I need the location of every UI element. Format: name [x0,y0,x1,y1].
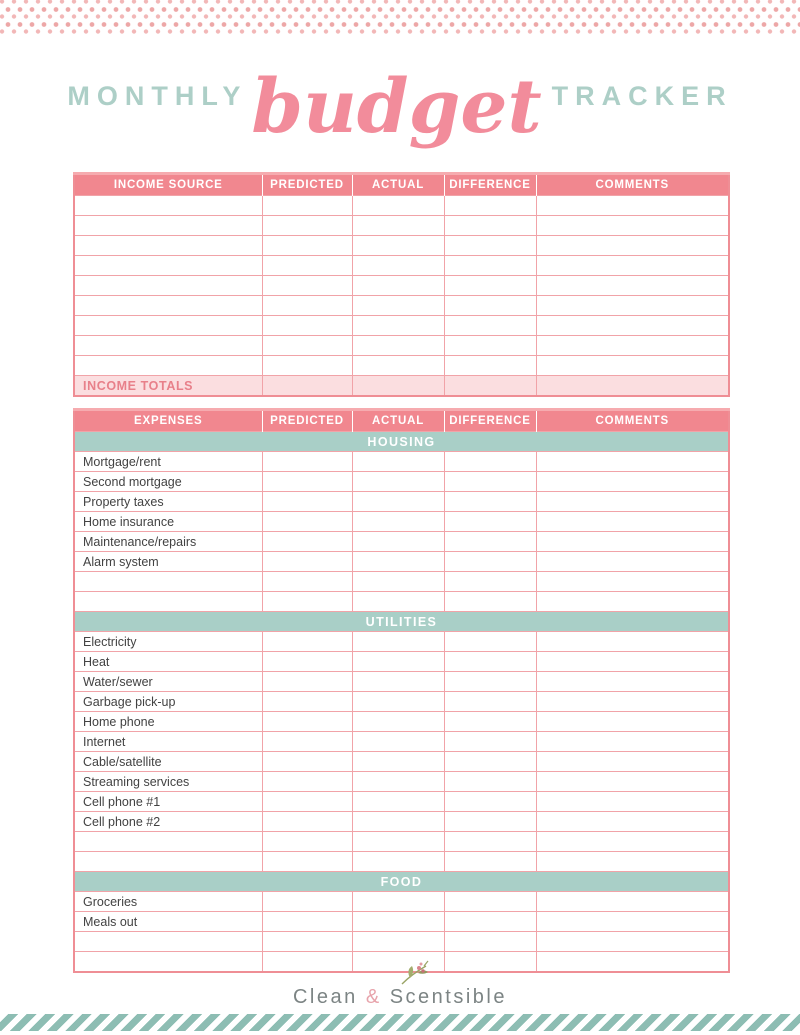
column-header: PREDICTED [262,410,352,432]
value-cell [536,752,729,772]
value-cell [352,376,444,397]
row-label-cell: Heat [74,652,262,672]
value-cell [444,712,536,732]
value-cell [352,196,444,216]
value-cell [536,196,729,216]
value-cell [536,672,729,692]
value-cell [352,512,444,532]
income-body [74,196,729,397]
value-cell [352,752,444,772]
value-cell [444,832,536,852]
value-cell [536,632,729,652]
value-cell [352,492,444,512]
income-table [73,172,730,397]
value-cell [536,692,729,712]
row-label-cell [74,952,262,973]
table-row [74,752,729,772]
row-label-cell: Property taxes [74,492,262,512]
value-cell [444,932,536,952]
income-totals-row [74,376,729,397]
value-cell [262,552,352,572]
table-row [74,296,729,316]
value-cell [536,316,729,336]
floral-sprig-icon [396,960,436,986]
value-cell [536,652,729,672]
value-cell [262,912,352,932]
section-band-row [74,872,729,892]
row-label-cell: Home phone [74,712,262,732]
value-cell [262,336,352,356]
value-cell [444,472,536,492]
value-cell [444,672,536,692]
section-band-label: UTILITIES [74,612,729,632]
value-cell [352,296,444,316]
value-cell [352,852,444,872]
row-label-cell: Mortgage/rent [74,452,262,472]
value-cell [262,692,352,712]
value-cell [444,812,536,832]
value-cell [262,752,352,772]
value-cell [444,632,536,652]
value-cell [536,296,729,316]
value-cell [352,692,444,712]
title-budget: budget [251,64,542,151]
value-cell [444,772,536,792]
value-cell [536,512,729,532]
value-cell [444,752,536,772]
value-cell [536,852,729,872]
value-cell [262,196,352,216]
value-cell [444,852,536,872]
row-label-cell [74,316,262,336]
value-cell [262,356,352,376]
value-cell [352,552,444,572]
row-label-cell: Cell phone #2 [74,812,262,832]
table-row [74,812,729,832]
column-header: EXPENSES [74,410,262,432]
value-cell [262,712,352,732]
row-label-cell [74,196,262,216]
value-cell [536,452,729,472]
diagonal-stripe-border [0,1014,800,1031]
value-cell [444,452,536,472]
value-cell [536,932,729,952]
table-row [74,336,729,356]
row-label-cell [74,832,262,852]
value-cell [536,572,729,592]
value-cell [262,472,352,492]
value-cell [262,276,352,296]
column-header: ACTUAL [352,174,444,196]
value-cell [444,652,536,672]
table-row [74,512,729,532]
table-row [74,472,729,492]
value-cell [352,712,444,732]
table-row [74,712,729,732]
value-cell [444,552,536,572]
value-cell [262,376,352,397]
value-cell [352,572,444,592]
table-row [74,316,729,336]
value-cell [536,892,729,912]
value-cell [262,632,352,652]
row-label-cell [74,572,262,592]
value-cell [444,316,536,336]
value-cell [444,356,536,376]
value-cell [444,912,536,932]
table-row [74,216,729,236]
value-cell [352,532,444,552]
value-cell [352,812,444,832]
value-cell [536,336,729,356]
table-row [74,256,729,276]
title-tracker: TRACKER [551,80,733,111]
expense-table [73,408,730,973]
row-label-cell [74,276,262,296]
value-cell [262,812,352,832]
column-header: COMMENTS [536,174,729,196]
row-label-cell [74,852,262,872]
brand-ampersand: & [365,986,382,1008]
column-header: ACTUAL [352,410,444,432]
value-cell [262,772,352,792]
income-header-row [74,174,729,196]
section-band-row [74,432,729,452]
value-cell [536,492,729,512]
row-label-cell [74,336,262,356]
value-cell [536,472,729,492]
value-cell [444,276,536,296]
value-cell [444,492,536,512]
value-cell [262,512,352,532]
row-label-cell [74,356,262,376]
section-band-label: FOOD [74,872,729,892]
table-row [74,276,729,296]
value-cell [262,732,352,752]
row-label-cell: Garbage pick-up [74,692,262,712]
row-label-cell [74,296,262,316]
row-label-cell: Home insurance [74,512,262,532]
value-cell [444,196,536,216]
value-cell [536,532,729,552]
value-cell [444,532,536,552]
value-cell [444,732,536,752]
table-row [74,236,729,256]
value-cell [352,216,444,236]
value-cell [352,772,444,792]
row-label-cell: Meals out [74,912,262,932]
value-cell [352,316,444,336]
value-cell [262,792,352,812]
table-row [74,672,729,692]
row-label-cell: Maintenance/repairs [74,532,262,552]
row-label-cell: Streaming services [74,772,262,792]
table-row [74,652,729,672]
value-cell [352,276,444,296]
row-label-cell: Alarm system [74,552,262,572]
row-label-cell [74,256,262,276]
table-row [74,492,729,512]
value-cell [352,792,444,812]
value-cell [444,592,536,612]
value-cell [536,712,729,732]
value-cell [262,932,352,952]
value-cell [262,316,352,336]
row-label-cell: Groceries [74,892,262,912]
column-header: PREDICTED [262,174,352,196]
expense-body [74,432,729,973]
value-cell [444,952,536,973]
table-row [74,892,729,912]
value-cell [352,892,444,912]
value-cell [352,236,444,256]
table-row [74,532,729,552]
brand-wrap [293,972,507,1009]
value-cell [444,512,536,532]
value-cell [536,592,729,612]
value-cell [262,236,352,256]
value-cell [536,812,729,832]
value-cell [536,256,729,276]
table-row [74,832,729,852]
column-header: COMMENTS [536,410,729,432]
table-row [74,772,729,792]
row-label-cell [74,592,262,612]
row-label-cell [74,216,262,236]
value-cell [262,652,352,672]
value-cell [352,652,444,672]
value-cell [262,492,352,512]
value-cell [536,912,729,932]
table-row [74,552,729,572]
value-cell [536,552,729,572]
value-cell [262,852,352,872]
value-cell [262,532,352,552]
value-cell [352,832,444,852]
value-cell [536,376,729,397]
value-cell [536,236,729,256]
column-header: DIFFERENCE [444,410,536,432]
section-band-label: HOUSING [74,432,729,452]
brand-scentsible: Scentsible [389,986,507,1008]
row-label-cell: Internet [74,732,262,752]
table-row [74,792,729,812]
value-cell [444,572,536,592]
value-cell [444,236,536,256]
section-band-row [74,612,729,632]
value-cell [262,216,352,236]
value-cell [444,336,536,356]
value-cell [352,632,444,652]
value-cell [536,732,729,752]
table-row [74,912,729,932]
value-cell [262,296,352,316]
table-row [74,196,729,216]
value-cell [444,296,536,316]
value-cell [352,336,444,356]
row-label-cell: Water/sewer [74,672,262,692]
value-cell [536,356,729,376]
page-title [0,44,800,151]
value-cell [262,256,352,276]
polka-dot-border [0,0,800,34]
expense-header-row [74,410,729,432]
table-row [74,852,729,872]
row-label-cell [74,236,262,256]
value-cell [536,276,729,296]
value-cell [352,256,444,276]
value-cell [352,732,444,752]
table-row [74,572,729,592]
value-cell [262,592,352,612]
value-cell [444,692,536,712]
row-label-cell: Electricity [74,632,262,652]
value-cell [352,672,444,692]
value-cell [352,912,444,932]
value-cell [262,832,352,852]
table-row [74,732,729,752]
value-cell [536,216,729,236]
value-cell [352,356,444,376]
value-cell [352,472,444,492]
row-label-cell: Cable/satellite [74,752,262,772]
row-label-cell [74,932,262,952]
value-cell [536,952,729,973]
value-cell [536,772,729,792]
value-cell [536,792,729,812]
row-label-cell: Second mortgage [74,472,262,492]
value-cell [444,892,536,912]
value-cell [262,452,352,472]
income-totals-label: INCOME TOTALS [74,376,262,397]
brand-clean: Clean [292,986,358,1008]
column-header: INCOME SOURCE [74,174,262,196]
value-cell [444,256,536,276]
column-header: DIFFERENCE [444,174,536,196]
table-row [74,932,729,952]
brand-text [293,986,507,1008]
table-row [74,356,729,376]
table-row [74,692,729,712]
title-monthly: MONTHLY [67,80,248,111]
brand-logo [0,972,800,1009]
row-label-cell: Cell phone #1 [74,792,262,812]
table-row [74,592,729,612]
value-cell [536,832,729,852]
value-cell [352,452,444,472]
value-cell [444,792,536,812]
value-cell [444,376,536,397]
value-cell [262,572,352,592]
value-cell [262,892,352,912]
value-cell [262,952,352,973]
table-row [74,632,729,652]
table-row [74,452,729,472]
value-cell [352,592,444,612]
value-cell [262,672,352,692]
value-cell [444,216,536,236]
value-cell [352,932,444,952]
